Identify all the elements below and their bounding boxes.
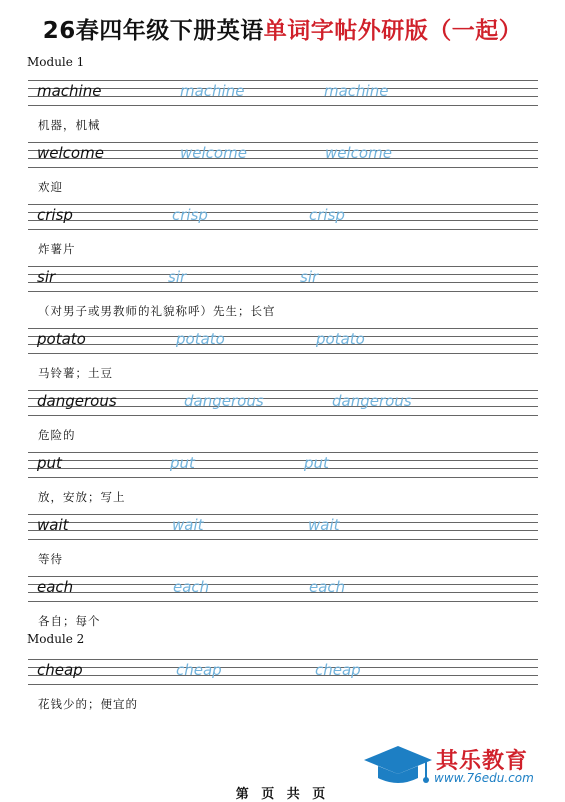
practice-row [28, 80, 538, 106]
trace-word: crisp [172, 206, 208, 224]
vocab-word: each [37, 578, 74, 596]
trace-word: dangerous [184, 392, 264, 410]
vocab-word: sir [37, 268, 56, 286]
word-meaning: 危险的 [38, 428, 76, 442]
vocab-word: crisp [37, 206, 73, 224]
trace-word: welcome [180, 144, 247, 162]
word-meaning: （对男子或男教师的礼貌称呼）先生；长官 [38, 304, 276, 318]
trace-word: crisp [309, 206, 345, 224]
vocab-word: put [37, 454, 62, 472]
word-meaning: 花钱少的；便宜的 [38, 697, 138, 711]
trace-word: cheap [176, 661, 222, 679]
practice-row [28, 576, 538, 602]
page-footer: 第 页 共 页 [235, 787, 330, 802]
trace-word: cheap [315, 661, 361, 679]
word-meaning: 炸薯片 [38, 242, 76, 256]
trace-word: dangerous [332, 392, 412, 410]
word-meaning: 各自；每个 [38, 614, 101, 628]
vocab-word: dangerous [37, 392, 117, 410]
vocab-word: machine [37, 82, 102, 100]
word-meaning: 机器，机械 [38, 118, 101, 132]
trace-word: wait [308, 516, 340, 534]
trace-word: sir [300, 268, 319, 286]
title-highlight: 单词字帖外研版（一起） [263, 18, 523, 44]
logo-brand: 其乐教育 [436, 749, 529, 774]
practice-row [28, 266, 538, 292]
word-meaning: 马铃薯；土豆 [38, 366, 113, 380]
trace-word: welcome [325, 144, 392, 162]
module-heading-1: Module 1 [27, 55, 85, 69]
practice-row [28, 390, 538, 416]
graduation-cap-icon [362, 742, 434, 788]
trace-word: each [309, 578, 346, 596]
practice-row [28, 142, 538, 168]
practice-row [28, 452, 538, 478]
vocab-word: cheap [37, 661, 83, 679]
trace-word: put [304, 454, 329, 472]
vocab-word: welcome [37, 144, 104, 162]
trace-word: each [173, 578, 210, 596]
title-main: 26春四年级下册英语 [42, 18, 264, 44]
publisher-logo [362, 742, 562, 788]
practice-row [28, 514, 538, 540]
word-meaning: 等待 [38, 552, 63, 566]
vocab-word: potato [37, 330, 86, 348]
module-heading-2: Module 2 [27, 632, 85, 646]
trace-word: sir [168, 268, 187, 286]
page-title [0, 12, 565, 45]
word-meaning: 放，安放；写上 [38, 490, 126, 504]
vocab-word: wait [37, 516, 69, 534]
trace-word: machine [324, 82, 389, 100]
trace-word: potato [176, 330, 225, 348]
practice-row [28, 328, 538, 354]
practice-row [28, 659, 538, 685]
trace-word: potato [316, 330, 365, 348]
practice-row [28, 204, 538, 230]
word-meaning: 欢迎 [38, 180, 63, 194]
logo-url: www.76edu.com [434, 771, 534, 785]
trace-word: wait [172, 516, 204, 534]
trace-word: machine [180, 82, 245, 100]
trace-word: put [170, 454, 195, 472]
